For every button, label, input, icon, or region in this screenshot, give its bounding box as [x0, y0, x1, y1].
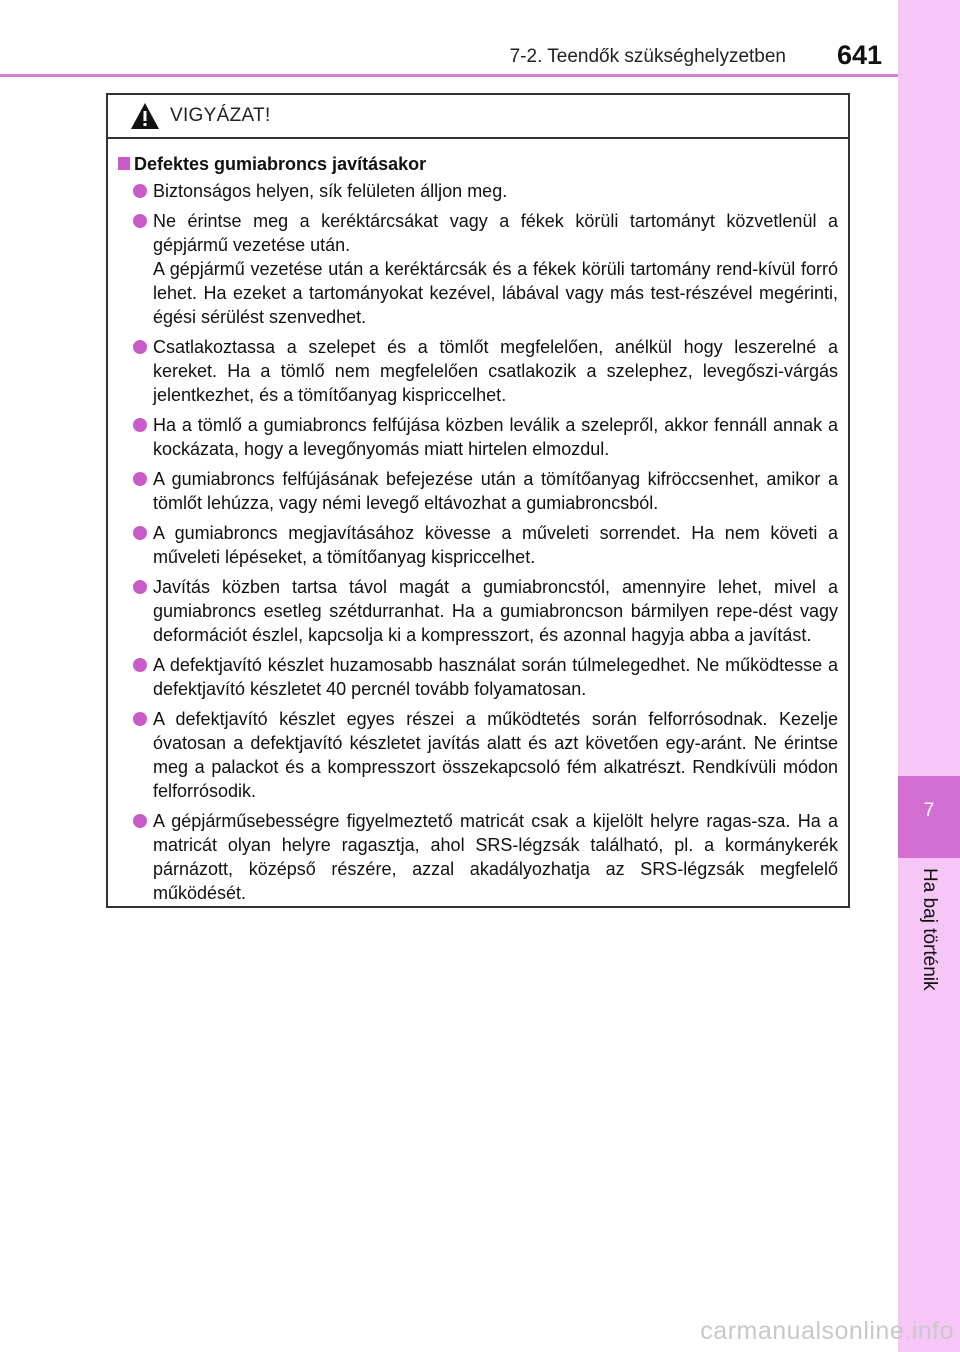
round-bullet-icon — [133, 340, 147, 354]
round-bullet-icon — [133, 712, 147, 726]
section-title — [118, 153, 838, 176]
list-item-text: Ne érintse meg a keréktárcsákat vagy a fékek körüli tartományt közvetlenül a gépjármű vezetése után. — [153, 211, 838, 255]
chapter-title: Ha baj történik — [919, 868, 940, 991]
list-item — [118, 179, 838, 203]
list-item-text: Ha a tömlő a gumiabroncs felfújása közben leválik a szelepről, akkor fennáll annak a kockázata, hogy a levegőnyomás miatt hirtelen elmozdul. — [153, 415, 838, 459]
section-heading: 7-2. Teendők szükséghelyzetben — [509, 46, 786, 67]
round-bullet-icon — [133, 214, 147, 228]
list-item — [118, 521, 838, 569]
list-item — [118, 209, 838, 329]
page-header — [0, 0, 898, 76]
list-item-text: Csatlakoztassa a szelepet és a tömlőt megfelelően, anélkül hogy leszerelné a kereket. Ha a tömlő nem megfelelően csatlakozik a szelephez, levegőszi-várgás jelentkezhet, és a tömítőanyag kispriccelhet. — [153, 337, 838, 405]
chapter-side-tab — [898, 0, 960, 1352]
list-item-text: A gépjárműsebességre figyelmeztető matricát csak a kijelölt helyre ragas-sza. Ha a matricát olyan helyre ragasztja, ahol SRS-légzsák található, pl. a kormánykerék párnázott, középső részére, azzal akadályozhatja az SRS-légzsák megfelelő működését. — [153, 811, 838, 903]
watermark: carmanualsonline.info — [700, 1317, 954, 1345]
chapter-number: 7 — [923, 800, 935, 821]
round-bullet-icon — [133, 418, 147, 432]
list-item — [118, 653, 838, 701]
list-item-text: A gumiabroncs megjavításához kövesse a műveleti sorrendet. Ha nem követi a műveleti lépéseket, a tömítőanyag kispriccelhet. — [153, 523, 838, 567]
chapter-number-box — [898, 776, 960, 858]
chapter-title-container — [898, 868, 960, 1008]
caution-body — [108, 139, 848, 905]
list-item — [118, 335, 838, 407]
list-item — [118, 413, 838, 461]
round-bullet-icon — [133, 526, 147, 540]
round-bullet-icon — [133, 472, 147, 486]
caution-header — [108, 95, 848, 139]
list-item-text: A defektjavító készlet huzamosabb használat során túlmelegedhet. Ne működtesse a defektjavító készletet 40 percnél tovább folyamatosan. — [153, 655, 838, 699]
list-item — [118, 467, 838, 515]
list-item-text: Biztonságos helyen, sík felületen álljon meg. — [153, 181, 508, 201]
page-number: 641 — [836, 40, 882, 70]
round-bullet-icon — [133, 184, 147, 198]
list-item-text: A gépjármű vezetése után a keréktárcsák és a fékek körüli tartomány rend-kívül forró lehet. Ha ezeket a tartományokat kezével, lábával vagy más test-részével megérinti, égési sérülést szenvedhet. — [153, 259, 838, 327]
square-bullet-icon — [118, 157, 130, 170]
round-bullet-icon — [133, 658, 147, 672]
list-item — [118, 707, 838, 803]
caution-box — [106, 93, 850, 908]
header-divider — [0, 74, 898, 77]
round-bullet-icon — [133, 580, 147, 594]
list-item-text: A defektjavító készlet egyes részei a működtetés során felforrósodnak. Kezelje óvatosan a defektjavító készletet javítás alatt és azt követően egy-aránt. Ne érintse meg a palackot és a kompresszort összekapcsoló fém alkatrészt. Rendkívüli módon felforrósodik. — [153, 709, 838, 801]
round-bullet-icon — [133, 814, 147, 828]
list-item-text: Javítás közben tartsa távol magát a gumiabroncstól, amennyire lehet, mivel a gumiabroncs esetleg szétdurranhat. Ha a gumiabroncson bármilyen repe-dést vagy deformációt észlel, kapcsolja ki a kompresszort, és azonnal hagyja abba a javítást. — [153, 577, 838, 645]
caution-list — [118, 179, 838, 905]
caution-title: VIGYÁZAT! — [170, 105, 271, 126]
list-item — [118, 809, 838, 905]
section-title-text: Defektes gumiabroncs javításakor — [134, 154, 427, 174]
warning-triangle-icon — [129, 101, 161, 131]
list-item — [118, 575, 838, 647]
list-item-text: A gumiabroncs felfújásának befejezése után a tömítőanyag kifröccsenhet, amikor a tömlőt lehúzza, vagy némi levegő eltávozhat a gumiabroncsból. — [153, 469, 838, 513]
